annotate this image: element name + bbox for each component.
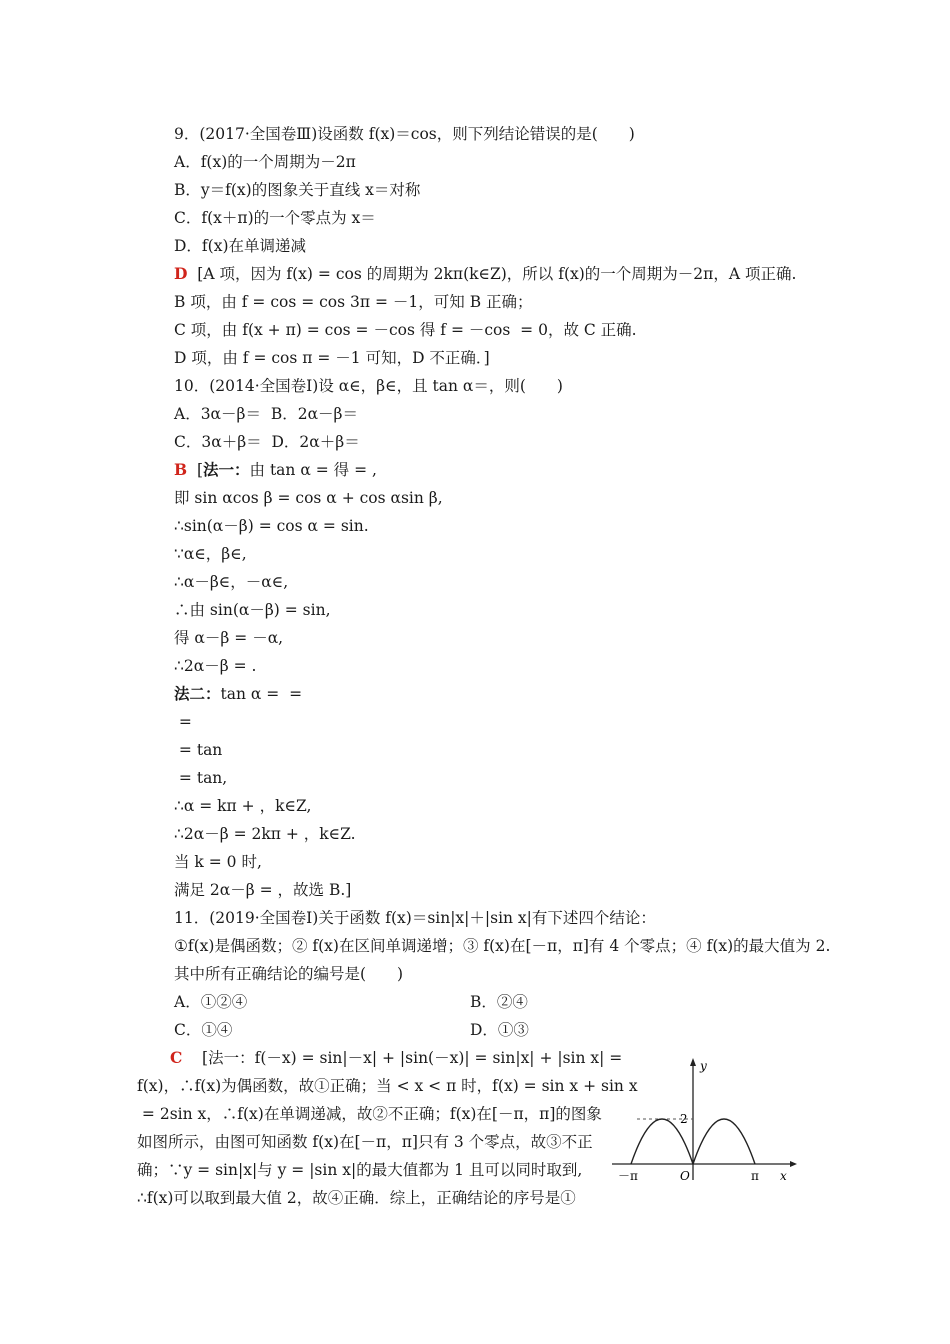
q11-stem: 11．(2019·全国卷Ⅰ)关于函数 f(x)＝sin|x|＋|sin x|有下述四个结论：	[174, 909, 656, 927]
q10-stem: 10．(2014·全国卷Ⅰ)设 α∈，β∈，且 tan α＝，则( )	[174, 377, 563, 395]
q9-option-c: C．f(x＋π)的一个零点为 x＝	[174, 209, 376, 227]
q11-solution-line: 如图所示，由图可知函数 f(x)在[－π，π]只有 3 个零点，故③不正	[137, 1133, 593, 1151]
curve-right-arch	[693, 1119, 755, 1164]
q10-solution-line: B [法一：由 tan α = 得 = ,	[174, 460, 377, 479]
q10-solution-line: ∵α∈，β∈,	[174, 545, 247, 563]
tick-2-label: 2	[680, 1112, 688, 1126]
q11-solution-line: 确；∵y = sin|x|与 y = |sin x|的最大值都为 1 且可以同时取到,	[137, 1161, 583, 1179]
q10-solution-line: 当 k = 0 时,	[174, 853, 262, 871]
origin-label: O	[680, 1169, 690, 1183]
q10-solution-line: = tan	[174, 741, 223, 759]
y-axis-arrow	[690, 1058, 696, 1066]
q11-option-b: B．②④	[470, 993, 528, 1011]
q10-solution-line: 法二：tan α = =	[174, 684, 303, 703]
q11-solution-line: C [法一：f(－x) = sin|－x| + |sin(－x)| = sin|x| + |sin x| =	[170, 1048, 623, 1067]
tick-neg-pi-label: －π	[618, 1169, 638, 1183]
q9-option-b: B．y＝f(x)的图象关于直线 x＝对称	[174, 181, 421, 199]
q10-solution-line: ∴2α－β = 2kπ + ，k∈Z.	[174, 825, 356, 843]
tick-pi-label: π	[751, 1169, 759, 1183]
q10-solution-line: =	[174, 713, 192, 731]
q9-solution-line: D 项，由 f = cos π = －1 可知，D 不正确．]	[174, 349, 490, 367]
q10-solution-line: ∴α = kπ + ，k∈Z,	[174, 797, 312, 815]
q10-solution-line: ∴由 sin(α－β) = sin,	[174, 601, 331, 619]
q11-option-a: A．①②④	[174, 993, 248, 1011]
q10-options-cd: C．3α＋β＝ D．2α＋β＝	[174, 433, 360, 451]
q11-answer: C	[170, 1048, 183, 1067]
x-label: x	[780, 1169, 787, 1183]
function-graph	[612, 1058, 797, 1183]
q10-solution-line: = tan,	[174, 769, 228, 787]
q9-solution-line: D [A 项，因为 f(x) = cos 的周期为 2kπ(k∈Z)，所以 f(x)的一个周期为－2π，A 项正确.	[174, 264, 797, 283]
y-label: y	[700, 1059, 707, 1073]
q10-solution-line: ∴sin(α－β) = cos α = sin.	[174, 517, 369, 535]
q11-ask: 其中所有正确结论的编号是( )	[174, 965, 404, 983]
q10-solution-line: 即 sin αcos β = cos α + cos αsin β,	[174, 489, 443, 507]
q10-options-ab: A．3α－β＝ B．2α－β＝	[174, 405, 359, 423]
q11-solution-line: f(x)，∴f(x)为偶函数，故①正确；当 < x < π 时，f(x) = sin x + sin x	[137, 1077, 638, 1095]
q9-option-a: A．f(x)的一个周期为－2π	[174, 153, 356, 171]
q11-solution-line: ∴f(x)可以取到最大值 2，故④正确．综上，正确结论的序号是①	[137, 1189, 576, 1207]
q10-answer: B	[174, 460, 188, 479]
q9-option-d: D．f(x)在单调递减	[174, 237, 307, 255]
q9-solution-line: B 项，由 f = cos = cos 3π = －1，可知 B 正确；	[174, 293, 533, 311]
q11-conditions: ①f(x)是偶函数；② f(x)在区间单调递增；③ f(x)在[－π，π]有 4 个零点；④ f(x)的最大值为 2.	[174, 937, 831, 955]
q10-solution-line: 得 α－β = －α,	[174, 629, 284, 647]
q10-solution-line: ∴2α－β = .	[174, 657, 257, 675]
q11-option-c: C．①④	[174, 1021, 233, 1039]
q10-solution-line: 满足 2α－β = ，故选 B.]	[174, 881, 352, 899]
q10-solution-line: ∴α－β∈，－α∈,	[174, 573, 289, 591]
q11-solution-line: = 2sin x，∴f(x)在单调递减，故②不正确；f(x)在[－π，π]的图象	[137, 1105, 602, 1123]
q9-answer: D	[174, 264, 188, 283]
q9-solution-line: C 项，由 f(x + π) = cos = －cos 得 f = －cos = 0，故 C 正确.	[174, 321, 637, 339]
q9-stem: 9．(2017·全国卷Ⅲ)设函数 f(x)＝cos，则下列结论错误的是( )	[174, 125, 635, 143]
x-axis-arrow	[790, 1161, 797, 1167]
q11-option-d: D．①③	[470, 1021, 529, 1039]
